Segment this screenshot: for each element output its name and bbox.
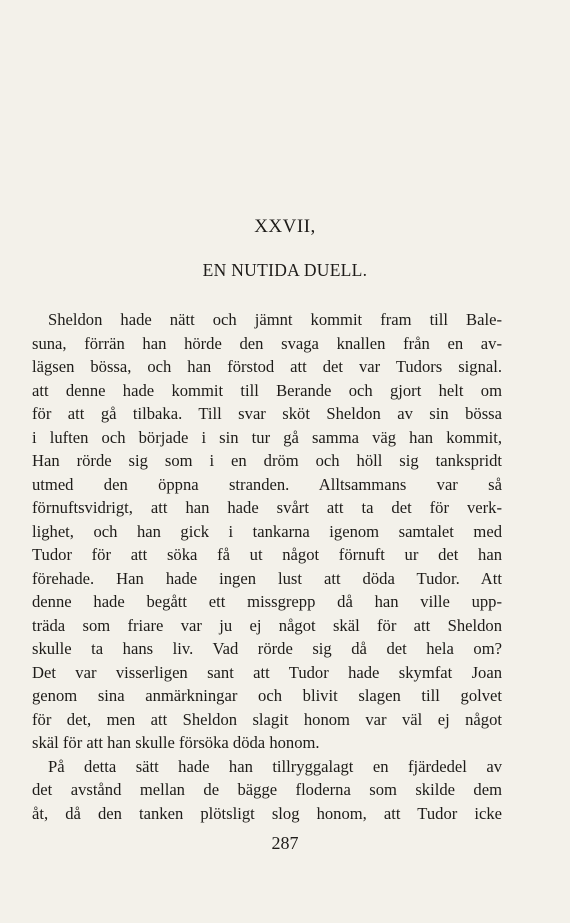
text-line: åt, då den tanken plötsligt slog honom, att Tudor icke [32,803,502,823]
body-text [32,308,502,825]
text-line: lägsen bössa, och han förstod att det var Tudors signal. [32,357,502,376]
text-line: förnuftsvidrigt, att han hade svårt att ta det för verk- [32,498,502,517]
chapter-title: EN NUTIDA DUELL. [202,260,368,280]
text-line: genom sina anmärkningar och blivit slagen till golvet [32,686,502,705]
text-line: i luften och började i sin tur gå samma väg han kommit, [32,427,502,447]
text-line: denne hade begått ett missgrepp då han ville upp- [32,592,502,611]
text-line: för att gå tilbaka. Till svar sköt Sheldon av sin bössa [32,404,502,423]
page-number: 287 [271,833,299,853]
text-line: utmed den öppna stranden. Alltsammans var så [32,474,502,494]
text-line: Sheldon hade nätt och jämnt kommit fram till Bale- [48,310,502,329]
text-line: skäl för att han skulle försöka döda honom. [32,733,320,752]
text-line: På detta sätt hade han tillryggalagt en fjärdedel av [48,756,502,776]
text-line: Det var visserligen sant att Tudor hade skymfat Joan [32,662,502,682]
text-line: suna, förrän han hörde den svaga knallen från en av- [32,333,502,353]
text-line: Han rörde sig som i en dröm och höll sig tankspridt [32,451,502,470]
text-line: förehade. Han hade ingen lust att döda Tudor. Att [32,568,502,588]
text-line: Tudor för att söka få ut något förnuft ur det han [32,545,502,564]
text-line: skulle ta hans liv. Vad rörde sig då det hela om? [32,639,502,658]
chapter-number: XXVII, [254,216,316,237]
text-line: för det, men att Sheldon slagit honom var väl ej något [32,709,502,729]
text-line: träda som friare var ju ej något skäl för att Sheldon [32,615,502,635]
text-line: att denne hade kommit till Berande och gjort helt om [32,380,502,400]
text-line: det avstånd mellan de bägge floderna som skilde dem [32,780,502,799]
text-line: lighet, och han gick i tankarna igenom samtalet med [32,521,502,541]
